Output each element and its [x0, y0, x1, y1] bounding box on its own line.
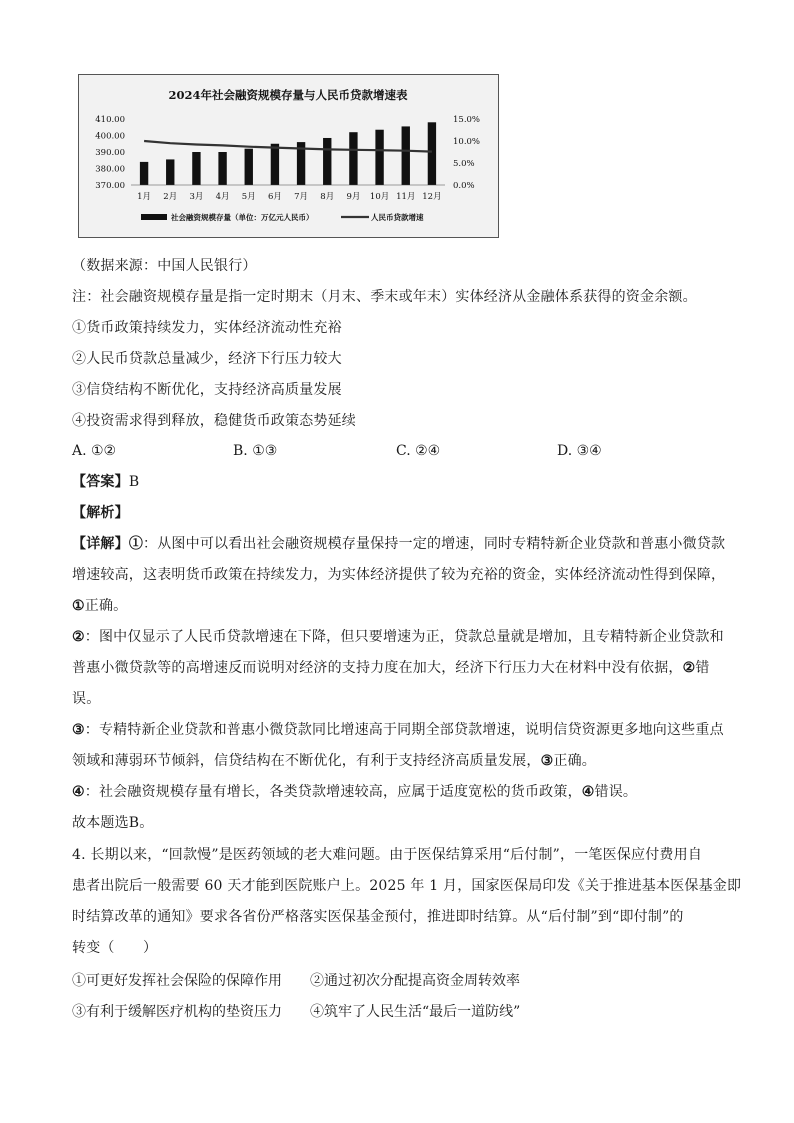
statement-3: ③信贷结构不断优化，支持经济高质量发展 [72, 382, 342, 398]
bar [192, 152, 200, 185]
legend-bar-swatch [141, 214, 167, 220]
chart-legend [141, 212, 424, 222]
bar [375, 130, 383, 185]
answer-label: 【答案】 [72, 474, 129, 490]
y-right-tick-label: 0.0% [453, 181, 475, 191]
detail-2-mark: ② [72, 629, 85, 645]
x-tick-label: 10月 [369, 192, 390, 202]
option-c: C. ②④ [396, 443, 441, 459]
detail-4-end-text: 错误。 [594, 784, 638, 800]
question-4-line-3: 时结算改革的通知》要求各省份严格落实医保基金预付，推进即时结算。从“后付制”到“即付制”的 [72, 909, 684, 925]
x-tick-label: 6月 [267, 192, 282, 202]
y-left-tick-label: 390.00 [95, 148, 125, 158]
conclusion: 故本题选B。 [72, 815, 154, 831]
chart-title: 2024年社会融资规模存量与人民币贷款增速表 [168, 88, 408, 102]
q4-statement-1: ①可更好发挥社会保险的保障作用 [72, 973, 282, 989]
x-tick-label: 4月 [215, 192, 230, 202]
detail-1-text: ：从图中可以看出社会融资规模存量保持一定的增速，同时专精特新企业贷款和普惠小微贷款 [143, 536, 726, 552]
detail-line-9 [72, 782, 637, 802]
detail-4-text: ：社会融资规模存量有增长，各类贷款增速较高，应属于适度宽松的货币政策， [84, 784, 582, 800]
q4-statement-3: ③有利于缓解医疗机构的垫资压力 [72, 1004, 282, 1020]
detail-2-end-text: 错 [695, 660, 710, 676]
x-tick-label: 5月 [241, 192, 256, 202]
detail-3-mark: ③ [72, 722, 85, 738]
statement-1: ①货币政策持续发力，实体经济流动性充裕 [72, 320, 342, 336]
y-left-tick-label: 380.00 [95, 164, 125, 175]
detail-3-text: ：专精特新企业贷款和普惠小微贷款同比增速高于同期全部贷款增速，说明信贷资源更多地向这些重点 [84, 722, 724, 738]
q4-statement-4: ④筑牢了人民生活“最后一道防线” [310, 1004, 521, 1020]
legend-bar-label: 社会融资规模存量（单位：万亿元人民币） [171, 213, 314, 222]
detail-1-mark: ① [128, 536, 144, 552]
chart-plot-area [95, 115, 480, 202]
legend-line-label: 人民币贷款增速 [371, 213, 424, 222]
bar [140, 162, 148, 185]
detail-line-8 [72, 751, 596, 771]
detail-line-6: 误。 [72, 691, 101, 707]
bar [323, 138, 331, 185]
x-tick-label: 11月 [396, 192, 416, 202]
bar [245, 149, 253, 185]
x-tick-label: 1月 [137, 192, 152, 202]
detail-line-3 [72, 596, 127, 616]
y-right-tick-label: 10.0% [453, 137, 481, 147]
option-d: D. ③④ [557, 443, 602, 459]
detail-4-mark: ④ [72, 784, 85, 800]
detail-2-text: ：图中仅显示了人民币贷款增速在下降，但只要增速为正，贷款总量就是增加，且专精特新企业贷款和 [84, 629, 724, 645]
option-a: A. ①② [72, 443, 117, 459]
statement-2: ②人民币贷款总量减少，经济下行压力较大 [72, 351, 342, 367]
x-tick-label: 12月 [422, 192, 442, 202]
detail-line-1 [72, 534, 725, 554]
bar [428, 122, 436, 185]
question-4-line-1: 4. 长期以来，“回款慢”是医药领域的老大难问题。由于医保结算采用“后付制”，一笔医保应付费用自 [72, 847, 703, 863]
detail-3-text-2: 领域和薄弱环节倾斜，信贷结构在不断优化，有利于支持经济高质量发展， [72, 753, 541, 769]
x-tick-label: 8月 [320, 192, 335, 202]
option-b: B. ①③ [233, 443, 278, 459]
y-left-tick-label: 400.00 [95, 131, 125, 142]
chart-container [78, 74, 499, 238]
detail-line-2: 增速较高，这表明货币政策在持续发力，为实体经济提供了较为充裕的资金，实体经济流动性得到保障， [72, 567, 726, 583]
question-4-line-2: 患者出院后一般需要 60 天才能到医院账户上。2025 年 1 月，国家医保局印发《关于推进基本医保基金即 [72, 878, 742, 894]
detail-line-5 [72, 658, 710, 678]
data-source: （数据来源：中国人民银行） [72, 258, 257, 274]
detail-1-end-text: 正确。 [84, 598, 128, 614]
bar [349, 132, 357, 185]
y-left-tick-label: 410.00 [95, 115, 125, 125]
detail-3-end-mark: ③ [540, 753, 554, 769]
note: 注：社会融资规模存量是指一定时期末（月末、季末或年末）实体经济从金融体系获得的资金余额。 [72, 289, 697, 305]
detail-line-4 [72, 627, 724, 647]
detail-2-text-2: 普惠小微贷款等的高增速反而说明对经济的支持力度在加大，经济下行压力大在材料中没有依据， [72, 660, 683, 676]
question-4-line-4: 转变（ ） [72, 940, 158, 956]
bar [218, 152, 226, 185]
detail-4-end-mark: ④ [581, 784, 595, 800]
q4-statement-2: ②通过初次分配提高资金周转效率 [310, 973, 520, 989]
x-tick-label: 7月 [294, 192, 309, 202]
detail-2-end-mark: ② [682, 660, 696, 676]
bar [166, 159, 174, 185]
answer-row [72, 472, 139, 492]
line-series-loan-growth [144, 141, 432, 152]
x-tick-label: 9月 [346, 192, 361, 202]
bar [402, 126, 410, 185]
x-tick-label: 3月 [189, 192, 204, 202]
detail-1-end-mark: ① [72, 598, 85, 614]
statement-4: ④投资需求得到释放，稳健货币政策态势延续 [72, 413, 356, 429]
y-left-tick-label: 370.00 [95, 181, 125, 191]
chart-svg [79, 75, 498, 237]
detail-label: 【详解】 [72, 536, 129, 552]
detail-line-7 [72, 720, 724, 740]
x-tick-label: 2月 [163, 192, 178, 202]
answer-value: B [128, 474, 140, 490]
bar [271, 144, 279, 185]
y-right-tick-label: 15.0% [453, 115, 481, 125]
analysis-label: 【解析】 [72, 505, 129, 521]
detail-3-end-text: 正确。 [553, 753, 596, 769]
y-right-tick-label: 5.0% [453, 159, 475, 169]
